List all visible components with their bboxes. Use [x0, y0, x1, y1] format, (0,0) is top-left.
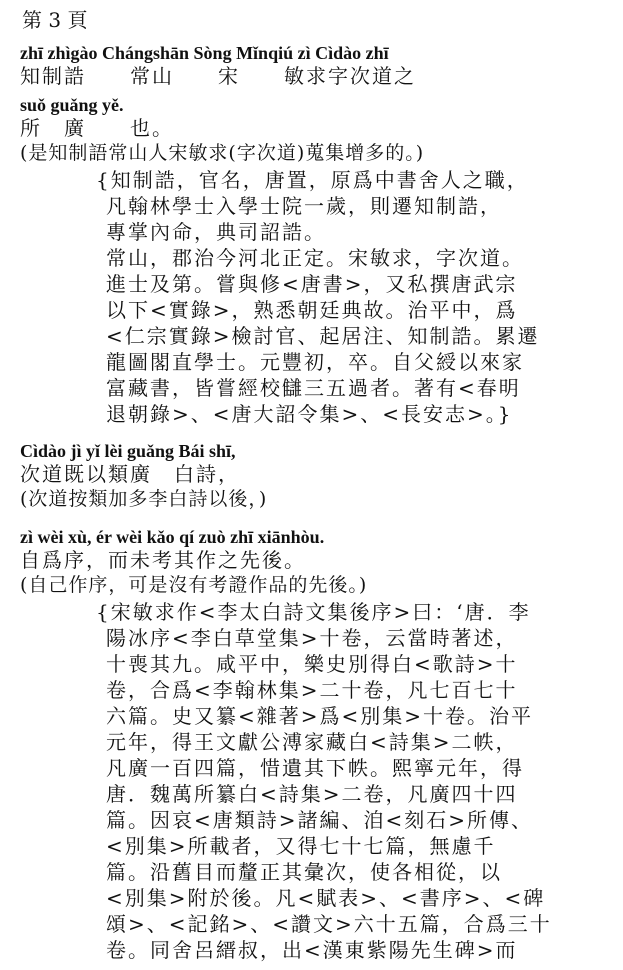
note-line: {宋敏求作<李太白詩文集後序>曰：‘唐．李 — [96, 600, 531, 624]
note-line: 唐．魏萬所纂白<詩集>二卷，凡廣四十四 — [106, 782, 518, 806]
note-line: {知制誥，官名，唐置，原爲中書舍人之職， — [96, 168, 529, 192]
pinyin-line: zì wèi xù, ér wèi kǎo qí zuò zhī xiānhòu. — [20, 527, 325, 547]
paraphrase-line: (次道按類加多李白詩以後，) — [20, 488, 268, 510]
note-line: 專掌內命，典司詔誥。 — [106, 220, 326, 244]
note-line: 元年，得王文獻公溥家藏白<詩集>二帙， — [106, 730, 518, 754]
note-line: 常山，郡治今河北正定。宋敏求，字次道。 — [106, 246, 524, 270]
note-line: 陽冰序<李白草堂集>十卷，云當時著述， — [106, 626, 518, 650]
note-line: <仁宗實錄>檢討官、起居注、知制誥。累遷 — [106, 324, 540, 348]
pinyin-line: suǒ guǎng yě. — [20, 95, 124, 115]
paraphrase-line: (是知制語常山人宋敏求(字次道)蒐集增多的。) — [20, 142, 425, 164]
page-label: 第 3 頁 — [22, 8, 88, 32]
note-line: 篇。沿舊目而釐正其彙次，使各相從，以 — [106, 860, 502, 884]
note-line: 退朝錄>、<唐大詔令集>、<長安志>。} — [106, 402, 513, 426]
pinyin-line: Cìdào jì yǐ lèi guǎng Bái shī, — [20, 441, 236, 461]
note-line: 十喪其九。咸平中，樂史別得白<歌詩>十 — [106, 652, 518, 676]
note-line: <別集>所載者，又得七十七篇，無慮千 — [106, 834, 496, 858]
note-line: 篇。因哀<唐類詩>諸編、洎<刻石>所傳、 — [106, 808, 534, 832]
note-line: <別集>附於後。凡<賦表>、<書序>、<碑 — [106, 886, 546, 910]
note-line: 卷，合爲<李翰林集>二十卷，凡七百七十 — [106, 678, 518, 702]
pinyin-line: zhī zhìgào Chángshān Sòng Mǐnqiú zì Cìdào zhī — [20, 43, 389, 63]
note-line: 進士及第。嘗與修<唐書>，又私撰唐武宗 — [106, 272, 518, 296]
hanzi-line: 知制誥 常山 宋 敏求字次道之 — [20, 64, 416, 88]
note-line: 六篇。史又纂<雜著>爲<別集>十卷。治平 — [106, 704, 534, 728]
note-line: 卷。同舍呂縉叔，出<漢東紫陽先生碑>而 — [106, 938, 518, 962]
note-line: 富藏書，皆嘗經校讎三五過者。著有<春明 — [106, 376, 521, 400]
hanzi-line: 自爲序，而未考其作之先後。 — [20, 548, 306, 572]
paraphrase-line: (自己作序，可是沒有考證作品的先後。) — [20, 574, 368, 596]
note-line: 頌>、<記銘>、<讚文>六十五篇，合爲三十 — [106, 912, 552, 936]
note-line: 凡翰林學士入學士院一歲，則遷知制誥， — [106, 194, 502, 218]
note-line: 以下<實錄>，熟悉朝廷典故。治平中，爲 — [106, 298, 518, 322]
hanzi-line: 次道既以類廣 白詩， — [20, 462, 240, 486]
hanzi-line: 所 廣 也。 — [20, 116, 174, 140]
note-line: 龍圖閣直學士。元豐初，卒。自父綬以來家 — [106, 350, 524, 374]
note-line: 凡廣一百四篇，惜遺其下帙。熙寧元年，得 — [106, 756, 524, 780]
